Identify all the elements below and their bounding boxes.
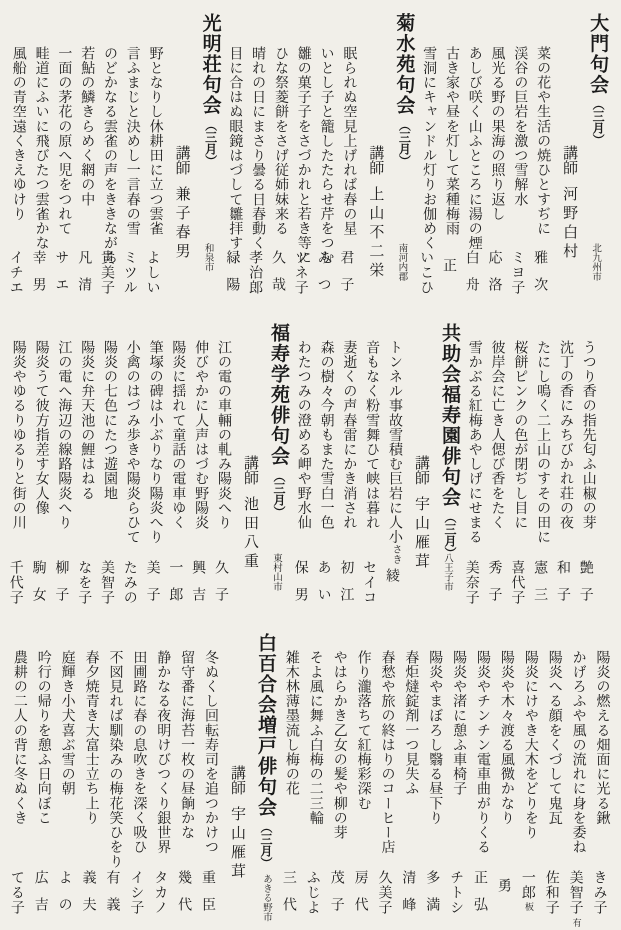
haiku-text: 農耕の二人の背に冬ぬくき <box>11 650 28 826</box>
haiku-author: 正 <box>440 258 457 273</box>
haiku-column <box>541 620 565 930</box>
haiku-column <box>530 0 553 310</box>
haiku-text: 彼岸会に亡き人偲び香をたく <box>489 340 506 530</box>
haiku-text: 古き家や昼を灯して菜種梅雨 <box>443 46 460 236</box>
haiku-author: ふじよ <box>304 870 321 915</box>
author-disambiguator: 板 <box>522 902 533 912</box>
haiku-column <box>78 620 102 930</box>
haiku-author: 勇 <box>495 878 512 893</box>
haiku-column <box>188 310 211 620</box>
haiku-column <box>120 0 143 310</box>
haiku-column <box>52 0 75 310</box>
haiku-author: 広吉 <box>32 870 49 924</box>
haiku-text: 沈丁の香にみちびかれ荘の夜 <box>557 340 574 530</box>
haiku-author: 喜代子 <box>509 560 526 605</box>
haiku-column <box>326 620 350 930</box>
haiku-author: 房代 <box>352 870 369 924</box>
haiku-text: 野となりし休耕田に立つ雲雀 <box>147 46 164 236</box>
section-heading-column <box>193 0 223 310</box>
haiku-author: ミツル <box>121 250 138 295</box>
lecturer-name: 河野白村 <box>561 186 580 262</box>
section-heading-column <box>248 620 278 930</box>
haiku-text: やはらかき乙女の髪や柳の芽 <box>331 650 348 840</box>
haiku-text: そよ風に舞ふ白梅の二三輪 <box>307 650 324 826</box>
section-month: （三月） <box>591 98 606 146</box>
haiku-author: 美智子 <box>567 870 584 915</box>
haiku-text: たにし鳴く二上山のすその田に <box>535 340 552 545</box>
haiku-author: 美奈子 <box>463 560 480 605</box>
haiku-column <box>445 620 469 930</box>
haiku-text: 森の樹々今朝もまた雪白一色 <box>318 340 335 530</box>
haiku-author: 清峰 <box>400 870 417 924</box>
section-title: 共助会福寿園俳句会 <box>438 323 461 508</box>
haiku-text: 風船の青空遠くきえゆけり <box>10 46 27 222</box>
lecturer-label: 講師 <box>229 765 248 795</box>
haiku-author: 艶子 <box>577 560 594 614</box>
haiku-author: 茂子 <box>328 870 345 924</box>
haiku-text: 一面の茅花の原へ児をつれて <box>56 46 73 236</box>
haiku-column <box>565 620 589 930</box>
haiku-text: 雛の菓子子をさづかれと若き等に <box>295 46 312 265</box>
haiku-author: 久美子 <box>376 870 393 915</box>
haiku-column <box>350 620 374 930</box>
haiku-column <box>120 310 143 620</box>
haiku-author: 保男 <box>292 560 309 614</box>
lecturer-column <box>221 620 248 930</box>
haiku-column <box>29 0 52 310</box>
lecturer-name: 上山不二栄 <box>367 186 386 281</box>
section-heading-column <box>432 310 462 620</box>
haiku-column <box>268 0 291 310</box>
haiku-text: 菜の花や生活の焼ひとすぢに <box>535 46 552 236</box>
haiku-author: 凡清 <box>76 250 93 304</box>
haiku-author: 幾代 <box>176 870 193 924</box>
section-title: 福寿学苑俳句会 <box>267 323 290 467</box>
haiku-author: 秀子 <box>486 560 503 614</box>
haiku-text: 伸びやかに人声はづむ野陽炎 <box>193 340 210 530</box>
haiku-column <box>462 310 485 620</box>
haiku-text: わたつみの澄める岬や野水仙 <box>295 340 312 530</box>
haiku-column <box>6 0 29 310</box>
haiku-column <box>374 620 398 930</box>
haiku-text: 陽炎へる顔をくづして鬼瓦 <box>546 650 563 826</box>
haiku-author: 雅次 <box>532 250 549 304</box>
haiku-column <box>576 310 599 620</box>
haiku-text: 桜餅ピンクの色が閉ぢし目に <box>512 340 529 530</box>
haiku-column <box>421 620 445 930</box>
haiku-column <box>143 310 166 620</box>
haiku-text: 畦道にふいに飛びたつ雲雀かな <box>33 46 50 251</box>
haiku-column <box>197 620 221 930</box>
haiku-column <box>517 620 541 930</box>
haiku-column <box>74 310 97 620</box>
haiku-author: 貴美子 <box>98 250 115 295</box>
haiku-text: 作り瀧落ちて紅梅彩深む <box>355 650 372 811</box>
haiku-column <box>6 620 30 930</box>
haiku-text: 春炬燵錠剤一つ見失ふ <box>403 650 420 796</box>
haiku-author: てる子 <box>8 870 25 915</box>
lecturer-name: 宇山雁茸 <box>229 806 248 882</box>
section-month: （三月） <box>271 469 286 518</box>
haiku-column <box>485 0 508 310</box>
lecturer-label: 講師 <box>412 455 431 485</box>
haiku-author: タカノ <box>152 870 169 915</box>
haiku-column <box>102 620 126 930</box>
section-month: （三月） <box>259 820 274 869</box>
haiku-author: なを子 <box>76 560 93 605</box>
haiku-column <box>462 0 485 310</box>
haiku-author: 一郎 <box>519 870 536 900</box>
haiku-author: 興吉 <box>190 560 207 614</box>
lecturer-column <box>166 0 193 310</box>
haiku-column <box>30 620 54 930</box>
haiku-column <box>74 0 97 310</box>
haiku-text: 目に合はぬ眼鏡はづして雛拝す <box>227 46 244 251</box>
haiku-text: 陽炎や木々渡る風微かなり <box>498 650 515 826</box>
haiku-text: 陽炎の燃える畑面に光る鍬 <box>594 650 611 826</box>
haiku-text: 留守番に海苔一枚の昼餉かな <box>179 650 196 840</box>
lecturer-column <box>234 310 261 620</box>
section-heading-column <box>580 0 610 310</box>
haiku-text: 言ふまじと決めし一言春の雪 <box>124 46 141 236</box>
section-title: 白百合会増戸俳句会 <box>255 633 278 818</box>
haiku-text: 陽炎やまぼろし翳る昼下り <box>427 650 444 826</box>
haiku-column <box>97 0 120 310</box>
haiku-column <box>166 310 189 620</box>
haiku-column <box>54 620 78 930</box>
lecturer-name: 兼子春男 <box>173 186 192 262</box>
haiku-text: 雪洞にキャンドル灯りお伽めく <box>421 46 438 251</box>
text-band-bottom <box>0 620 620 930</box>
haiku-author: 重臣 <box>200 870 217 924</box>
haiku-text: 春夕焼青き大富士立ち上り <box>83 650 100 826</box>
haiku-column <box>29 310 52 620</box>
haiku-text: 春愁や旅の終はりのコーヒー店 <box>379 650 396 855</box>
haiku-column <box>337 310 360 620</box>
haiku-column <box>291 310 314 620</box>
haiku-text: 陽炎うて彼方指差す女人像 <box>33 340 50 516</box>
haiku-author: 君子 <box>338 250 355 304</box>
section-title: 大門句会 <box>587 13 610 95</box>
haiku-author: 緑陽 <box>224 250 241 304</box>
haiku-column <box>278 620 302 930</box>
haiku-text: 音もなく粉雪舞ひて峡は暮れ <box>364 340 381 530</box>
haiku-author: よしい <box>144 250 161 295</box>
haiku-column <box>6 310 29 620</box>
haiku-text: 陽炎にけやき大木をどりをり <box>522 650 539 840</box>
haiku-author: 義夫 <box>80 870 97 924</box>
haiku-author: 駒女 <box>30 560 47 614</box>
text-band-top <box>0 0 618 310</box>
haiku-text: のどかなる雲雀の声をききながら <box>101 46 118 265</box>
haiku-text: 眠られぬ空見上げれば春の星 <box>341 46 358 236</box>
haiku-author: いこひ <box>418 250 435 295</box>
haiku-author: 和子 <box>554 560 571 614</box>
haiku-text: 陽炎に弁天池の鯉はねる <box>79 340 96 501</box>
section-city: 南河内郡 <box>396 243 408 281</box>
haiku-text: 不図見れば馴染みの梅花笑ひをり <box>107 650 124 869</box>
section-city: 東村山市 <box>270 553 282 591</box>
haiku-text: 雑木林薄墨流し梅の花 <box>283 650 300 796</box>
haiku-column <box>416 0 439 310</box>
haiku-author: 久子 <box>212 560 229 614</box>
haiku-author: 美子 <box>144 560 161 614</box>
haiku-column <box>439 0 462 310</box>
section-city: あきる野市 <box>261 873 273 921</box>
haiku-text: 田圃路に春の息吹きを深く吸ひ <box>131 650 148 855</box>
haiku-text: いとし子と籠したたらせ芹をつむ <box>318 46 335 265</box>
haiku-column <box>553 310 576 620</box>
haiku-column <box>143 0 166 310</box>
haiku-author: あい <box>315 560 332 614</box>
haiku-text: トンネル事故雪積む巨岩に人小 <box>386 340 403 545</box>
haiku-column <box>173 620 197 930</box>
haiku-column <box>314 310 337 620</box>
section-title: 光明荘句会 <box>199 13 222 116</box>
section-heading-column <box>261 310 291 620</box>
haiku-text: 妻逝くの声春雷にかき消され <box>341 340 358 530</box>
haiku-text: 若鮎の鱗きらめく網の中 <box>79 46 96 207</box>
haiku-column <box>337 0 360 310</box>
haiku-text: 江の電へ海辺の線路陽炎へり <box>56 340 73 530</box>
lecturer-column <box>405 310 432 620</box>
haiku-column <box>382 310 405 620</box>
lecturer-name: 宇山雁茸 <box>412 496 431 572</box>
haiku-author: ミヨ子 <box>509 250 526 295</box>
haiku-column <box>469 620 493 930</box>
haiku-author: きみ子 <box>591 870 608 915</box>
haiku-column <box>314 0 337 310</box>
haiku-author: みつ <box>315 250 332 304</box>
haiku-column <box>589 620 613 930</box>
lecturer-column <box>359 0 386 310</box>
haiku-column <box>302 620 326 930</box>
haiku-text: あしび咲く山ふところに湯の煙 <box>466 46 483 251</box>
haiku-text: 晴れの日にまさり曇る日春動く <box>250 46 267 251</box>
haiku-column <box>149 620 173 930</box>
haiku-column <box>223 0 246 310</box>
haiku-column <box>485 310 508 620</box>
section-month: （三月） <box>397 118 412 167</box>
section-city: 和泉市 <box>202 243 214 272</box>
haiku-author: 憲三 <box>532 560 549 614</box>
haiku-author: 佐和子 <box>543 870 560 915</box>
haiku-author: 孝治郎 <box>247 250 264 295</box>
haiku-author: 久哉 <box>269 250 286 304</box>
haiku-author: 美智子 <box>98 560 115 605</box>
lecturer-name: 池田八重 <box>241 496 260 572</box>
text-band-middle <box>0 310 607 620</box>
haiku-author: イチエ <box>7 250 24 295</box>
haiku-text: 静かなる夜明けびつくり銀世界 <box>155 650 172 855</box>
haiku-text-small: さき <box>389 544 401 565</box>
section-title: 菊水苑句会 <box>393 13 416 116</box>
section-city: 北九州市 <box>590 243 602 281</box>
haiku-author: イシ子 <box>128 870 145 915</box>
haiku-author: 有義 <box>104 870 121 924</box>
haiku-text: 吟行の帰りを憩ふ日向ぼこ <box>35 650 52 826</box>
haiku-text: 風光る野の果海の照り返し <box>489 46 506 222</box>
haiku-column <box>52 310 75 620</box>
haiku-author: 応洛 <box>486 250 503 304</box>
haiku-column <box>397 620 421 930</box>
haiku-author: 三代 <box>280 870 297 924</box>
haiku-author: 一郎 <box>167 560 184 614</box>
section-heading-column <box>386 0 416 310</box>
haiku-author: たみの <box>121 560 138 605</box>
haiku-author: 白舟 <box>463 250 480 304</box>
haiku-text: 陽炎やチンチン電車曲がりくる <box>475 650 492 855</box>
haiku-text: 筆塚の碑は小ぶりなり陽炎へり <box>147 340 164 545</box>
haiku-text: 雪かぶる紅梅あやしげにせまる <box>466 340 483 545</box>
haiku-text: 庭輝き小犬喜ぶ雪の朝 <box>59 650 76 796</box>
haiku-text: 陽炎に揺れて童話の電車ゆく <box>170 340 187 530</box>
section-month: （三月） <box>203 118 218 167</box>
haiku-column <box>493 620 517 930</box>
haiku-column <box>508 0 531 310</box>
lecturer-label: 講師 <box>173 145 192 175</box>
haiku-text: かげろふや風の流れに身を委ね <box>570 650 587 855</box>
haiku-text: ひな祭菱餅をさげ従姉妹来る <box>272 46 289 236</box>
lecturer-label: 講師 <box>561 145 580 175</box>
haiku-text: 冬ぬくし回転寿司を追つかけつ <box>203 650 220 855</box>
haiku-author: チトシ <box>448 870 465 915</box>
haiku-column <box>530 310 553 620</box>
lecturer-label: 講師 <box>367 145 386 175</box>
haiku-text: 陽炎の七色にたつ遊園地 <box>101 340 118 501</box>
section-month: （三月） <box>442 510 457 559</box>
haiku-author: サエ <box>53 250 70 304</box>
haiku-text: 江の電の車輛の軋み陽炎へり <box>215 340 232 530</box>
haiku-column <box>508 310 531 620</box>
haiku-author: ツネ子 <box>292 250 309 295</box>
haiku-column <box>291 0 314 310</box>
author-disambiguator: 有 <box>570 917 581 927</box>
haiku-text: 陽炎やゆるりゆるりと街の川 <box>10 340 27 530</box>
haiku-author: 多満 <box>424 870 441 924</box>
haiku-column <box>97 310 120 620</box>
lecturer-column <box>553 0 580 310</box>
haiku-author: よの <box>56 870 73 924</box>
haiku-text: 小禽のはづみ歩きや陽炎らひて <box>124 340 141 545</box>
haiku-author: セイコ <box>361 560 378 605</box>
haiku-column <box>125 620 149 930</box>
haiku-author: 千代子 <box>7 560 24 605</box>
haiku-text: 陽炎や渚に憩ふ車椅子 <box>451 650 468 796</box>
haiku-column <box>245 0 268 310</box>
haiku-author: 柳子 <box>53 560 70 614</box>
haiku-column <box>211 310 234 620</box>
section-city: 八王子市 <box>441 553 453 591</box>
haiku-text: 渓谷の巨岩を激つ雪解水 <box>512 46 529 207</box>
haiku-text: うつり香の指先匂ふ山椒の芽 <box>580 340 597 530</box>
haiku-author: 幸男 <box>30 250 47 304</box>
haiku-author: 初江 <box>338 560 355 614</box>
lecturer-label: 講師 <box>241 455 260 485</box>
haiku-author: 綾 <box>383 568 400 583</box>
haiku-author: 正弘 <box>472 870 489 924</box>
haiku-column <box>359 310 382 620</box>
